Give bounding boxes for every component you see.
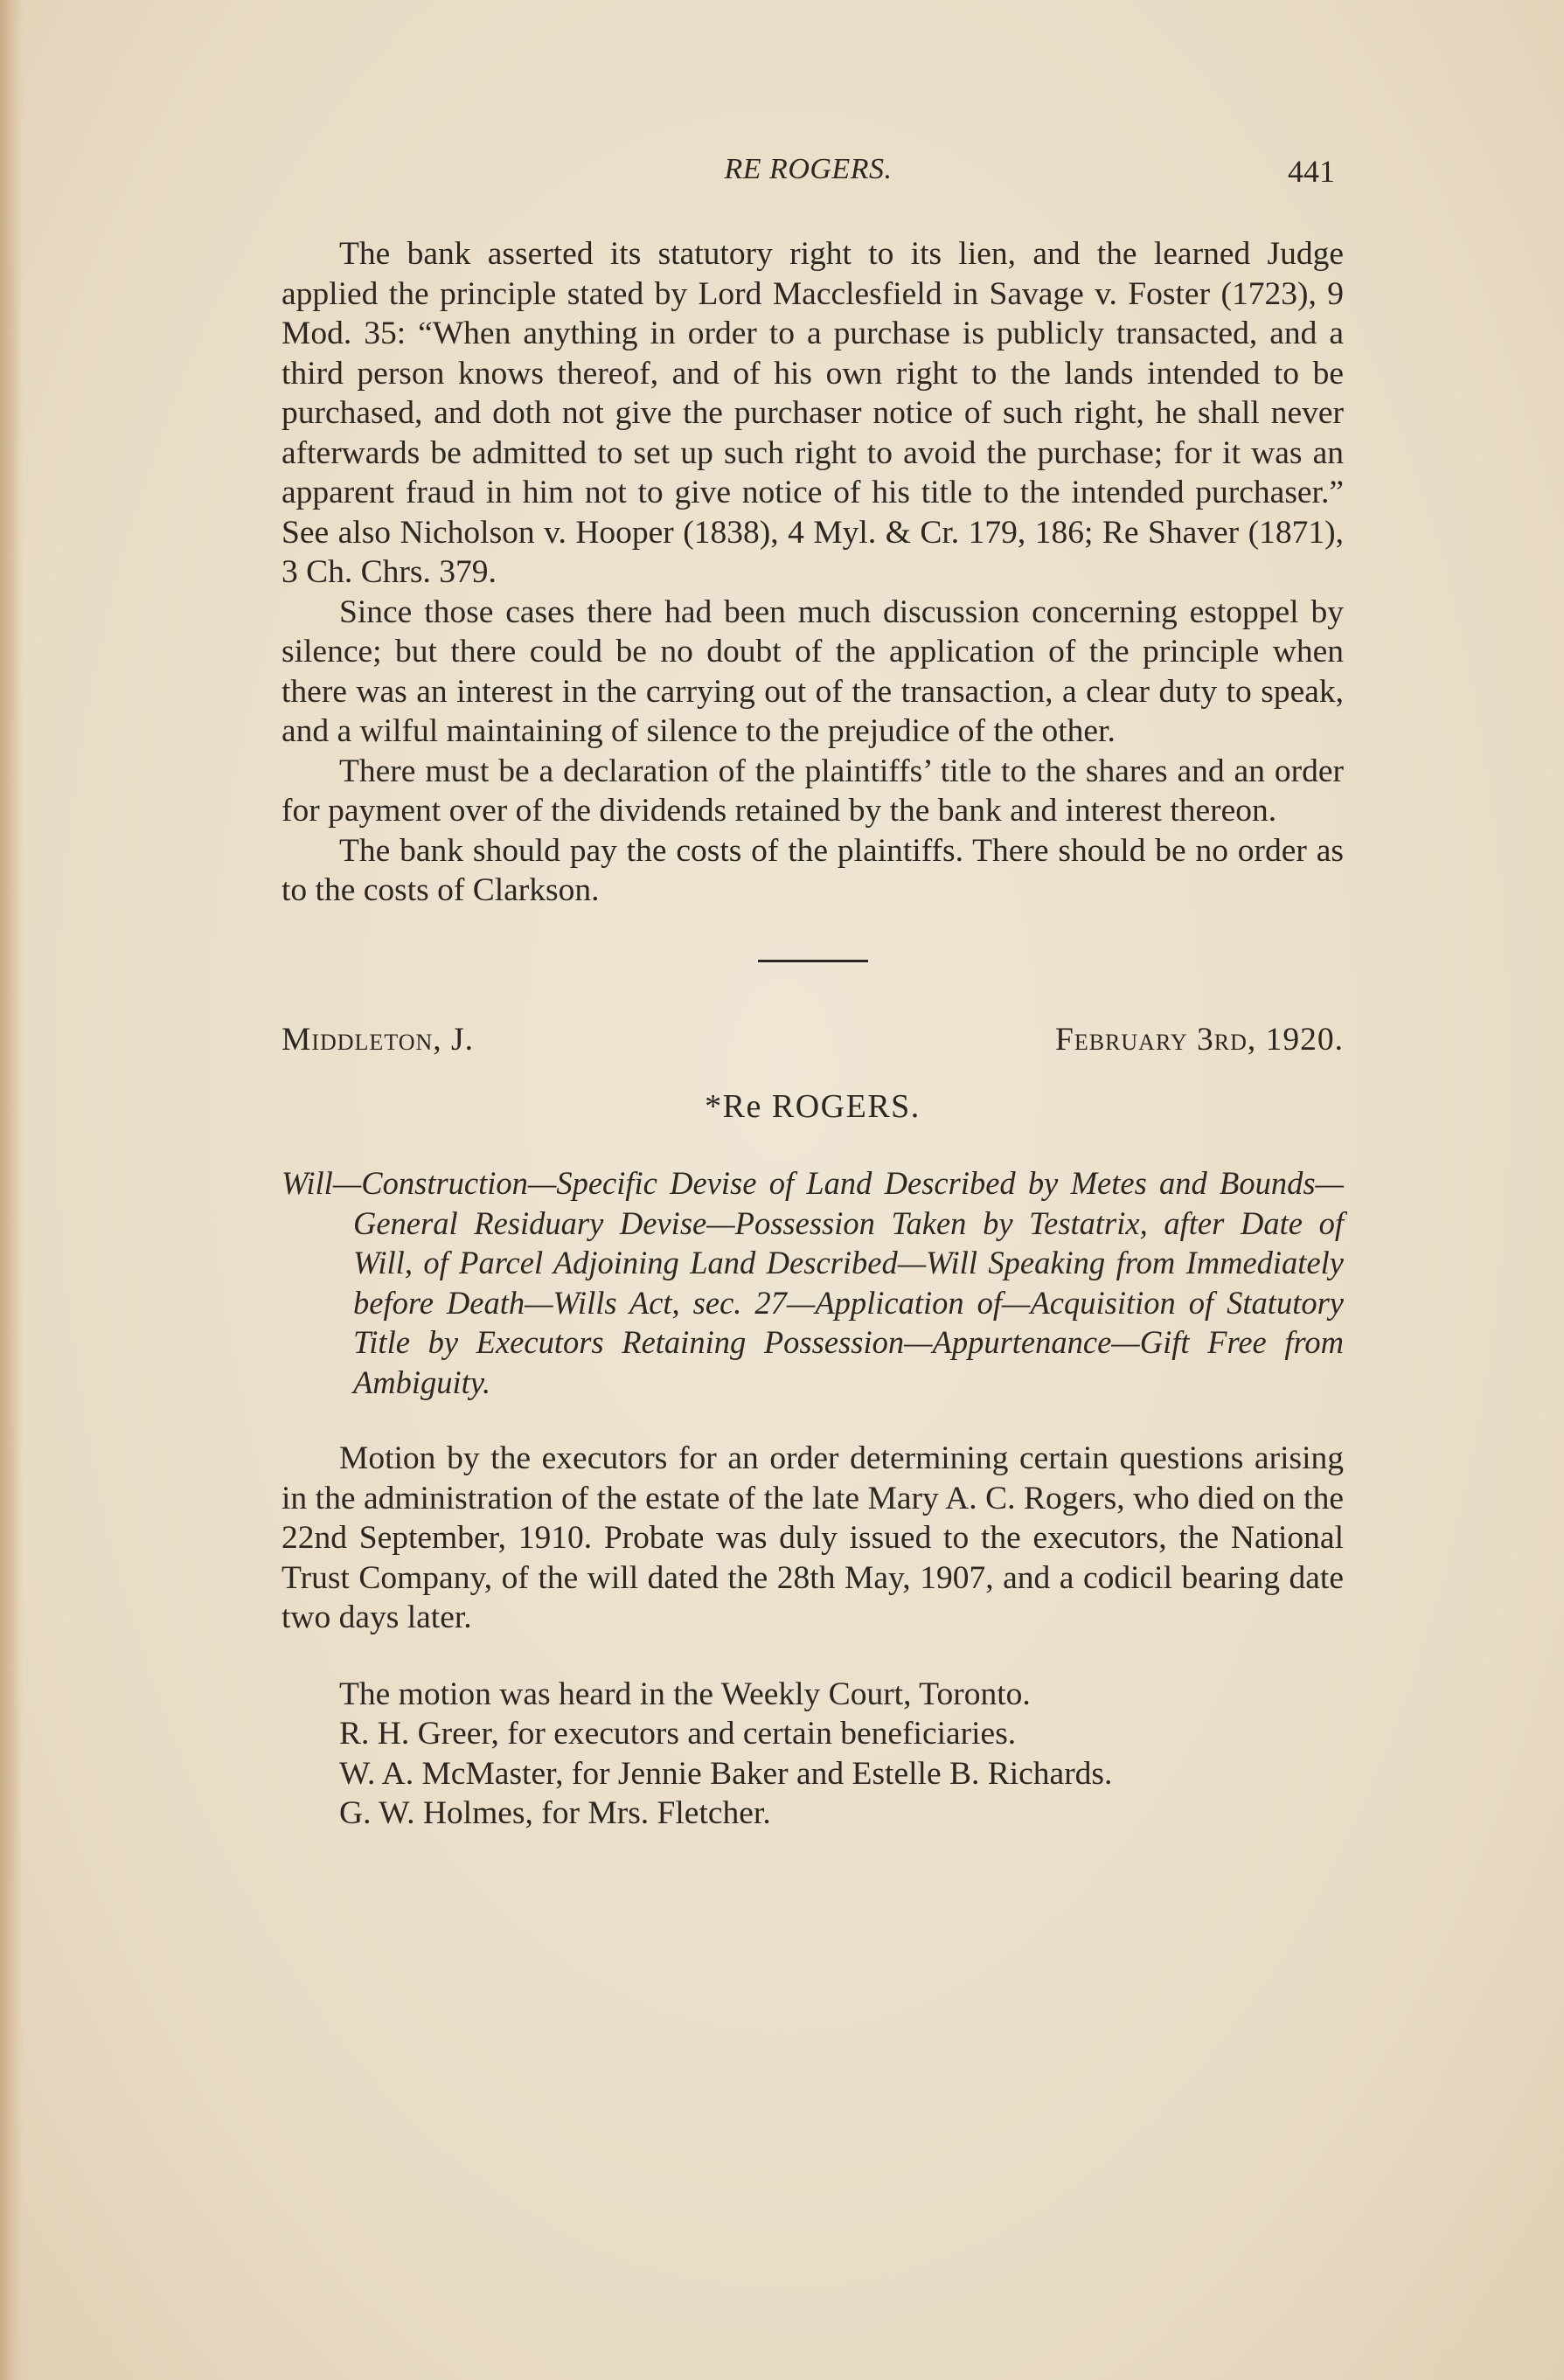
page-spine-shadow (0, 0, 23, 2380)
counsel-line: W. A. McMaster, for Jennie Baker and Estelle B. Richards. (339, 1755, 1113, 1792)
paragraph: The bank asserted its statutory right to its lien, and the learned Judge applied the principle stated by Lord Macclesfield in Savage v. Foster (1723), 9 Mod. 35: “When anything in order to a purchase is publicly transacted, and a third person knows thereof, and of his own right to the lands intended to be purchased, and doth not give the purchaser notice of such right, he shall never afterwards be admitted to set up such right to avoid the purchase; for it was an apparent fraud in him not to give notice of his title to the intended purchaser.” See also Nicholson v. Hooper (1838), 4 Myl. & Cr. 179, 186; Re Shaver (1871), 3 Ch. Chrs. 379. (282, 236, 1344, 590)
running-title: RE ROGERS. (724, 153, 893, 185)
judge-name: Middleton, J. (282, 1021, 475, 1058)
motion-paragraph: Motion by the executors for an order determining certain questions arising in the administration of the estate of the late Mary A. C. Rogers, who died on the 22nd September, 1910. Probate was duly issued to the executors, the National Trust Company, of the will dated the 28th May, 1907, and a codicil bearing date two days later. (282, 1440, 1344, 1635)
paragraph: There must be a declaration of the plaintiffs’ title to the shares and an order for payment over of the dividends retained by the bank and interest thereon. (282, 753, 1344, 829)
counsel-line: R. H. Greer, for executors and certain beneficiaries. (339, 1716, 1017, 1752)
judge-date-line (282, 1020, 1344, 1060)
page-body (282, 234, 1344, 1834)
section-divider (758, 960, 868, 962)
decision-date: February 3rd, 1920. (1054, 1021, 1344, 1058)
paragraph: Since those cases there had been much discussion concerning estoppel by silence; but there could be no doubt of the application of the principle when there was an interest in the carrying out of the transaction, a clear duty to speak, and a wilful maintaining of silence to the prejudice of the other. (282, 593, 1344, 749)
running-head (282, 153, 1335, 197)
counsel-line: G. W. Holmes, for Mrs. Fletcher. (339, 1795, 771, 1831)
counsel-line: The motion was heard in the Weekly Court, Toronto. (339, 1676, 1031, 1712)
page-number: 441 (1288, 154, 1335, 189)
paragraph: The bank should pay the costs of the plaintiffs. There should be no order as to the costs of Clarkson. (282, 832, 1344, 908)
case-title: *Re ROGERS. (705, 1088, 921, 1125)
headnote: Will—Construction—Specific Devise of Land Described by Metes and Bounds—General Residuary Devise—Possession Taken by Testatrix, after Date of Will, of Parcel Adjoining Land Described—Will Speaking from Immediately before Death—Wills Act, sec. 27—Application of—Acquisition of Statutory Title by Executors Retaining Possession—Appurtenance—Gift Free from Ambiguity. (282, 1165, 1344, 1400)
counsel-list (282, 1675, 1344, 1834)
